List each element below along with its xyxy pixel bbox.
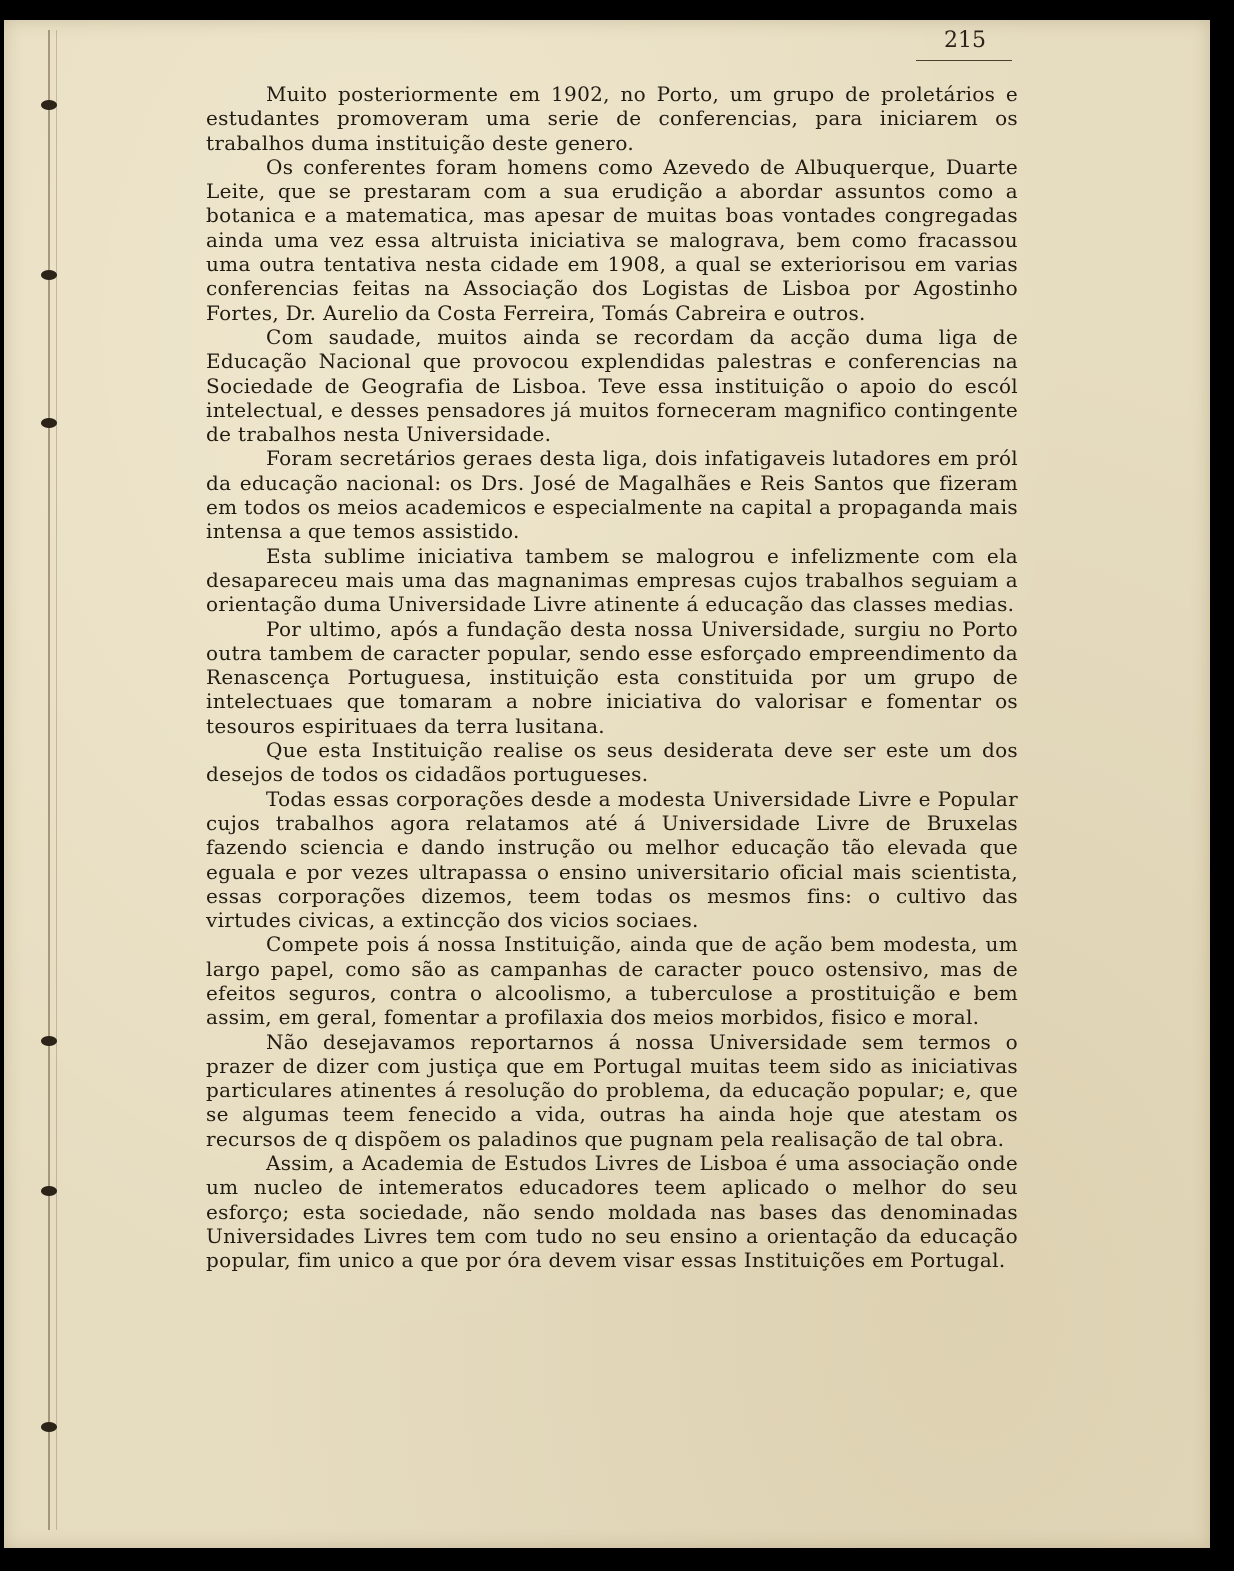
binding-edge-inner: [56, 30, 57, 1530]
paragraph: Todas essas corporações desde a modesta Universidade Livre e Popular cujos trabalhos agora relatamos até á Universidade Livre de Bruxelas fazendo sciencia e dando instrução ou melhor educação tão elevada que eguala e por vezes ultrapassa o ensino universitario oficial mais scientista, essas corporações dizemos, teem todas os mesmos fins: o cultivo das virtudes civicas, a extincção dos vicios sociaes.: [206, 786, 1018, 933]
paragraph: Compete pois á nossa Instituição, ainda que de ação bem modesta, um largo papel, como são as campanhas de caracter pouco ostensivo, mas de efeitos seguros, contra o alcoolismo, a tuberculose a prostituição e bem assim, em geral, fomentar a profilaxia dos meios morbidos, fisico e moral.: [206, 932, 1018, 1030]
paragraph: Esta sublime iniciativa tambem se malogrou e infelizmente com ela desapareceu mais uma das magnanimas empresas cujos trabalhos seguiam a orientação duma Universidade Livre atinente á educação das classes medias.: [206, 543, 1018, 617]
binding-staple-icon: [41, 100, 57, 110]
binding-staple-icon: [41, 1186, 57, 1196]
page-number-rule: [916, 60, 1012, 61]
binding-edge: [48, 30, 50, 1530]
paragraph: Que esta Instituição realise os seus desiderata deve ser este um dos desejos de todos os cidadãos portugueses.: [206, 738, 1018, 787]
paragraph: Foram secretários geraes desta liga, dois infatigaveis lutadores em pról da educação nacional: os Drs. José de Magalhães e Reis Santos que fizeram em todos os meios academicos e especialmente na capital a propaganda mais intensa a que temos assistido.: [206, 446, 1018, 544]
paragraph: Com saudade, muitos ainda se recordam da acção duma liga de Educação Nacional que provocou explendidas palestras e conferencias na Sociedade de Geografia de Lisboa. Teve essa instituição o apoio do escól intelectual, e desses pensadores já muitos forneceram magnifico contingente de trabalhos nesta Universidade.: [206, 324, 1018, 447]
paragraph: Por ultimo, após a fundação desta nossa Universidade, surgiu no Porto outra tambem de caracter popular, sendo esse esforçado empreendimento da Renascença Portuguesa, instituição esta constituida por um grupo de intelectuaes que tomaram a nobre iniciativa do valorisar e fomentar os tesouros espirituaes da terra lusitana.: [206, 616, 1018, 738]
paragraph: Assim, a Academia de Estudos Livres de Lisboa é uma associação onde um nucleo de intemeratos educadores teem aplicado o melhor do seu esforço; esta sociedade, não sendo moldada nas bases das denominadas Universidades Livres tem com tudo no seu ensino a orientação da educação popular, fim unico a que por óra devem visar essas Instituições em Portugal.: [206, 1151, 1018, 1273]
paragraph: Os conferentes foram homens como Azevedo de Albuquerque, Duarte Leite, que se prestaram com a sua erudição a abordar assuntos como a botanica e a matematica, mas apesar de muitas boas vontades congregadas ainda uma vez essa altruista iniciativa se malograva, bem como fracassou uma outra tentativa nesta cidade em 1908, a qual se exteriorisou em varias conferencias feitas na Associação dos Logistas de Lisboa por Agostinho Fortes, Dr. Aurelio da Costa Ferreira, Tomás Cabreira e outros.: [206, 154, 1018, 325]
paragraph: Não desejavamos reportarnos á nossa Universidade sem termos o prazer de dizer com justiça que em Portugal muitas teem sido as iniciativas particulares atinentes á resolução do problema, da educação popular; e, que se algumas teem fenecido a vida, outras ha ainda hoje que atestam os recursos de q dispõem os paladinos que pugnam pela realisação de tal obra.: [206, 1029, 1018, 1151]
page-number: 215: [944, 28, 986, 53]
binding-staple-icon: [41, 270, 57, 280]
body-text: [206, 82, 1018, 1273]
binding-staple-icon: [41, 1036, 57, 1046]
document-page: [4, 20, 1210, 1548]
binding-staple-icon: [41, 418, 57, 428]
binding-staple-icon: [41, 1422, 57, 1432]
paragraph: Muito posteriormente em 1902, no Porto, um grupo de proletários e estudantes promoveram uma serie de conferencias, para iniciarem os trabalhos duma instituição deste genero.: [206, 82, 1018, 155]
